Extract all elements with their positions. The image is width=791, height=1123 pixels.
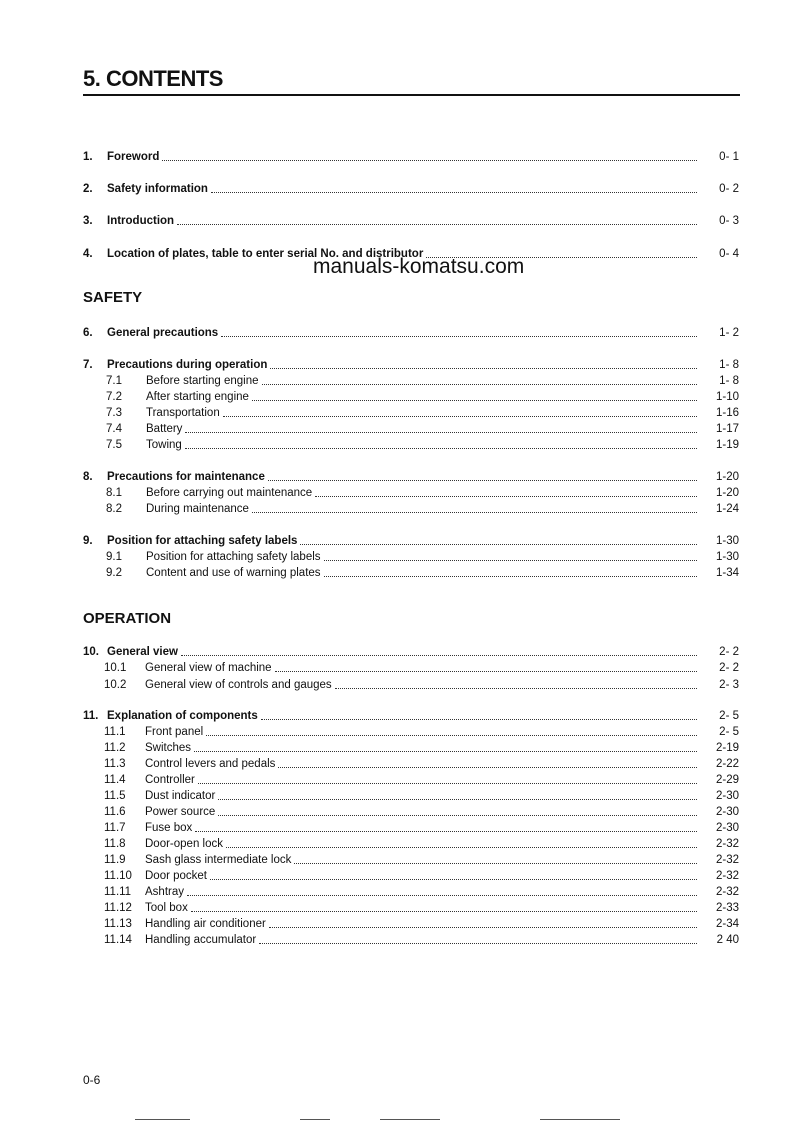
entry-page: 2- 3 [719,679,739,691]
dot-leader [268,480,697,481]
toc-entry[interactable] [83,326,739,340]
toc-subentry[interactable] [83,853,739,867]
entry-number: 7.1 [106,375,122,387]
entry-number: 1. [83,151,93,163]
toc-subentry[interactable] [83,725,739,739]
toc-entry[interactable] [83,214,739,228]
entry-title: Power source [145,806,216,818]
entry-number: 11.8 [104,838,126,850]
entry-number: 11.9 [104,854,126,866]
toc-subentry[interactable] [83,374,739,388]
entry-number: 11.14 [104,934,132,946]
entry-number: 11.5 [104,790,126,802]
dot-leader [162,160,697,161]
dot-leader [191,911,697,912]
toc-subentry[interactable] [83,901,739,915]
entry-title: Precautions for maintenance [107,471,265,483]
dot-leader [275,671,697,672]
entry-title: Transportation [146,407,220,419]
dot-leader [195,831,697,832]
toc-subentry[interactable] [83,502,739,516]
entry-title: Handling air conditioner [145,918,266,930]
entry-page: 1-20 [715,471,739,483]
dot-leader [252,400,697,401]
toc-subentry[interactable] [83,821,739,835]
entry-page: 1-10 [715,391,739,403]
entry-page: 1- 8 [719,375,739,387]
dot-leader [261,719,697,720]
dot-leader [210,879,697,880]
entry-page: 2-22 [715,758,739,770]
entry-page: 2-32 [715,838,739,850]
entry-page: 1-19 [715,439,739,451]
entry-title: Content and use of warning plates [146,567,321,579]
entry-number: 11.6 [104,806,126,818]
entry-number: 7.5 [106,439,122,451]
entry-page: 0- 2 [719,183,739,195]
entry-title: Towing [146,439,182,451]
toc-entry[interactable] [83,358,739,372]
dot-leader [269,927,697,928]
toc-subentry[interactable] [83,422,739,436]
entry-number: 4. [83,248,93,260]
entry-title: Safety information [107,183,208,195]
entry-number: 10. [83,646,99,658]
dot-leader [262,384,697,385]
dot-leader [185,448,697,449]
toc-entry[interactable] [83,470,739,484]
toc-subentry[interactable] [83,438,739,452]
entry-page: 2-32 [715,886,739,898]
dot-leader [335,688,697,689]
entry-title: Fuse box [145,822,193,834]
dot-leader [315,496,697,497]
entry-number: 9.2 [106,567,122,579]
entry-number: 8.1 [106,487,122,499]
toc-entry[interactable] [83,709,739,723]
entry-page: 2-19 [715,742,739,754]
toc-entry[interactable] [83,182,739,196]
toc-subentry[interactable] [83,741,739,755]
entry-page: 2-32 [715,854,739,866]
toc-entry[interactable] [83,150,739,164]
entry-title: Handling accumulator [145,934,257,946]
dot-leader [206,735,697,736]
scan-artifact [300,1119,330,1120]
entry-page: 2- 5 [719,710,739,722]
toc-subentry[interactable] [83,678,739,692]
entry-page: 2 40 [716,934,739,946]
entry-title: Ashtray [145,886,184,898]
dot-leader [221,336,697,337]
toc-subentry[interactable] [83,486,739,500]
dot-leader [185,432,697,433]
entry-title: Battery [146,423,183,435]
toc-subentry[interactable] [83,805,739,819]
toc-entry[interactable] [83,645,739,659]
entry-title: Sash glass intermediate lock [145,854,292,866]
toc-subentry[interactable] [83,789,739,803]
dot-leader [218,799,697,800]
entry-page: 1- 2 [719,327,739,339]
dot-leader [259,943,697,944]
entry-number: 10.1 [104,662,127,674]
entry-title: Before starting engine [146,375,259,387]
section-heading-safety: SAFETY [83,289,143,306]
toc-subentry[interactable] [83,406,739,420]
entry-number: 11.10 [104,870,132,882]
entry-title: Door pocket [145,870,208,882]
entry-title: Controller [145,774,195,786]
scan-artifact [540,1119,620,1120]
entry-number: 11.2 [104,742,126,754]
toc-subentry[interactable] [83,933,739,947]
dot-leader [187,895,697,896]
toc-subentry[interactable] [83,550,739,564]
entry-page: 2- 2 [719,646,739,658]
entry-page: 1- 8 [719,359,739,371]
entry-page: 1-20 [715,487,739,499]
dot-leader [181,655,697,656]
entry-title: Switches [145,742,192,754]
section-heading-operation: OPERATION [83,610,172,627]
dot-leader [177,224,697,225]
dot-leader [300,544,697,545]
entry-number: 3. [83,215,93,227]
entry-number: 11.4 [104,774,126,786]
entry-title: After starting engine [146,391,249,403]
entry-title: General view [107,646,178,658]
entry-page: 1-30 [715,551,739,563]
entry-page: 2-29 [715,774,739,786]
dot-leader [211,192,697,193]
entry-page: 2-33 [715,902,739,914]
entry-page: 2-30 [715,806,739,818]
dot-leader [198,783,697,784]
entry-number: 7.3 [106,407,122,419]
toc-subentry[interactable] [83,661,739,675]
entry-page: 2- 5 [719,726,739,738]
entry-page: 0- 4 [719,248,739,260]
entry-page: 2-30 [715,822,739,834]
entry-number: 6. [83,327,93,339]
entry-title: General precautions [107,327,219,339]
entry-title: Dust indicator [145,790,216,802]
entry-number: 7.4 [106,423,122,435]
scan-artifact [135,1119,190,1120]
entry-title: Explanation of components [107,710,258,722]
dot-leader [194,751,697,752]
entry-title: Door-open lock [145,838,223,850]
entry-number: 11.1 [104,726,126,738]
entry-number: 7.2 [106,391,122,403]
dot-leader [324,560,697,561]
dot-leader [278,767,697,768]
toc-subentry[interactable] [83,566,739,580]
entry-title: Position for attaching safety labels [107,535,298,547]
entry-page: 0- 1 [719,151,739,163]
entry-title: Foreword [107,151,160,163]
dot-leader [294,863,697,864]
dot-leader [252,512,697,513]
entry-title: Precautions during operation [107,359,268,371]
entry-number: 9. [83,535,93,547]
toc-subentry[interactable] [83,773,739,787]
page-number: 0-6 [83,1073,101,1087]
toc-subentry[interactable] [83,757,739,771]
entry-number: 11.7 [104,822,126,834]
entry-page: 1-30 [715,535,739,547]
entry-title: Introduction [107,215,175,227]
entry-number: 11. [83,710,99,722]
entry-number: 2. [83,183,93,195]
entry-number: 11.3 [104,758,126,770]
toc-entry[interactable] [83,534,739,548]
entry-number: 11.11 [104,886,132,898]
entry-number: 11.13 [104,918,132,930]
title-underline [83,94,740,96]
entry-title: During maintenance [146,503,249,515]
entry-title: General view of machine [145,662,272,674]
entry-title: General view of controls and gauges [145,679,332,691]
entry-title: Position for attaching safety labels [146,551,321,563]
entry-page: 1-34 [715,567,739,579]
dot-leader [324,576,697,577]
scan-artifact [380,1119,440,1120]
toc-subentry[interactable] [83,837,739,851]
dot-leader [226,847,697,848]
entry-number: 10.2 [104,679,127,691]
dot-leader [218,815,697,816]
entry-page: 1-17 [715,423,739,435]
toc-subentry[interactable] [83,885,739,899]
entry-number: 8. [83,471,93,483]
entry-page: 2-30 [715,790,739,802]
entry-number: 11.12 [104,902,132,914]
entry-number: 7. [83,359,93,371]
entry-number: 9.1 [106,551,122,563]
entry-title: Location of plates, table to enter serial No. and distributor [107,248,424,260]
entry-page: 0- 3 [719,215,739,227]
entry-title: Tool box [145,902,188,914]
toc-subentry[interactable] [83,390,739,404]
entry-page: 1-24 [715,503,739,515]
entry-title: Front panel [145,726,204,738]
entry-page: 1-16 [715,407,739,419]
watermark: manuals-komatsu.com [313,255,525,278]
toc-subentry[interactable] [83,917,739,931]
dot-leader [270,368,697,369]
toc-subentry[interactable] [83,869,739,883]
dot-leader [223,416,697,417]
entry-number: 8.2 [106,503,122,515]
page-title: 5. CONTENTS [83,66,223,91]
entry-page: 2- 2 [719,662,739,674]
entry-title: Before carrying out maintenance [146,487,313,499]
entry-page: 2-34 [715,918,739,930]
entry-page: 2-32 [715,870,739,882]
entry-title: Control levers and pedals [145,758,276,770]
